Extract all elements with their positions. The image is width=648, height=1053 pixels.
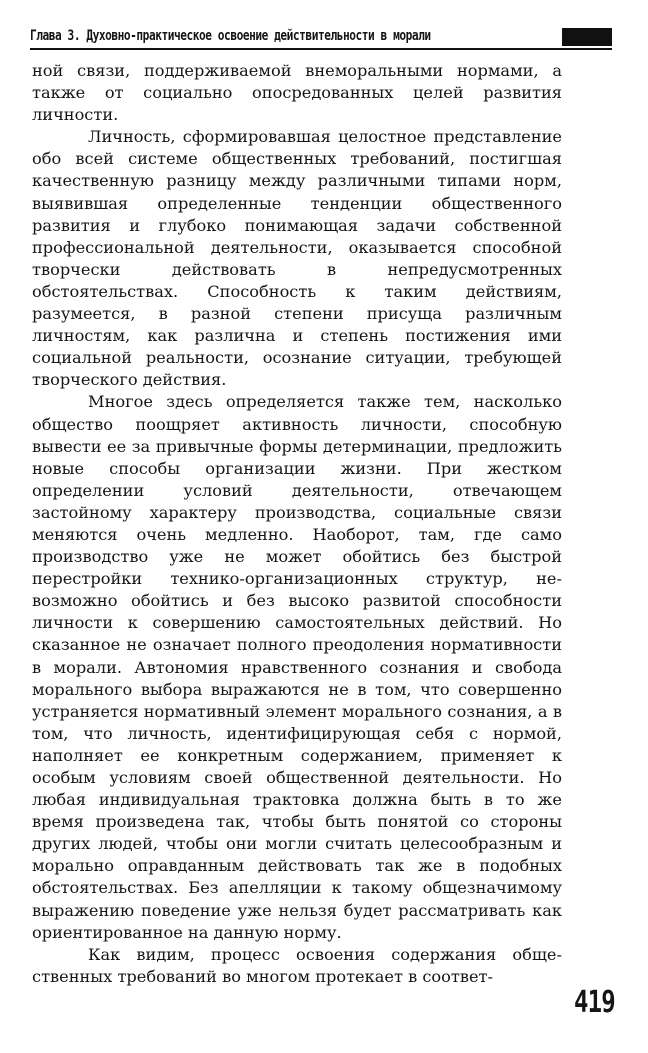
running-header <box>30 26 612 50</box>
header-decorative-bar <box>562 28 612 46</box>
body-text <box>32 60 562 988</box>
page-number: 419 <box>574 985 615 1020</box>
paragraph: Личность, сформировавшая целостное представление обо всей системе общественных требований, постигшая качественную разницу между различными типами норм, выявившая определенные тенденции общественного развития и глубоко понимающая задачи собственной профессиональной деятельности, оказывается способной творчески действовать в непредусмотренных обстоятельствах. Способность к таким действиям, разумеется, в разной степени присуща различным личностям, как различна и степень постижения ими социальной реальности, осознание ситуации, требующей творческого действия. <box>32 127 562 390</box>
paragraph: Многое здесь определяется также тем, насколько общество поощряет активность личности, способную вывести ее за привычные формы детерминации, предложить новые способы организации жизни. При жестком определении условий деятельности, отвечающем застойному характеру производства, социальные связи меняются очень медленно. Наоборот, там, где само производство уже не может обойтись без быстрой перестройки технико-организационных структур, невозможно обойтись и без высоко развитой способности личности к совершению самостоятельных действий. Но сказанное не означает полного преодоления нормативности в морали. Автономия нравственного сознания и свобода морального выбора выражаются не в том, что совершенно устраняется нормативный элемент морального сознания, а в том, что личность, идентифицирующая себя с нормой, наполняет ее конкретным содержанием, применяет к особым условиям своей общественной деятельности. Но любая индивидуальная трактовка должна быть в то же время произведена так, чтобы быть понятой со стороны других людей, чтобы они могли считать целесообразным и морально оправданным действовать так же в подобных обстоятельствах. Без апелляции к такому общезначимому выражению поведение уже нельзя будет рассматривать как ориентированное на данную норму. <box>32 392 562 942</box>
chapter-title: Глава 3. Духовно-практическое освоение действительности в морали <box>30 28 431 44</box>
paragraph-continuation: ной связи, поддерживаемой внеморальными нормами, а также от социально опосредованных целей развития личности. <box>32 61 562 125</box>
paragraph: Как видим, процесс освоения содержания общественных требований во многом протекает в соответ- <box>32 944 562 986</box>
